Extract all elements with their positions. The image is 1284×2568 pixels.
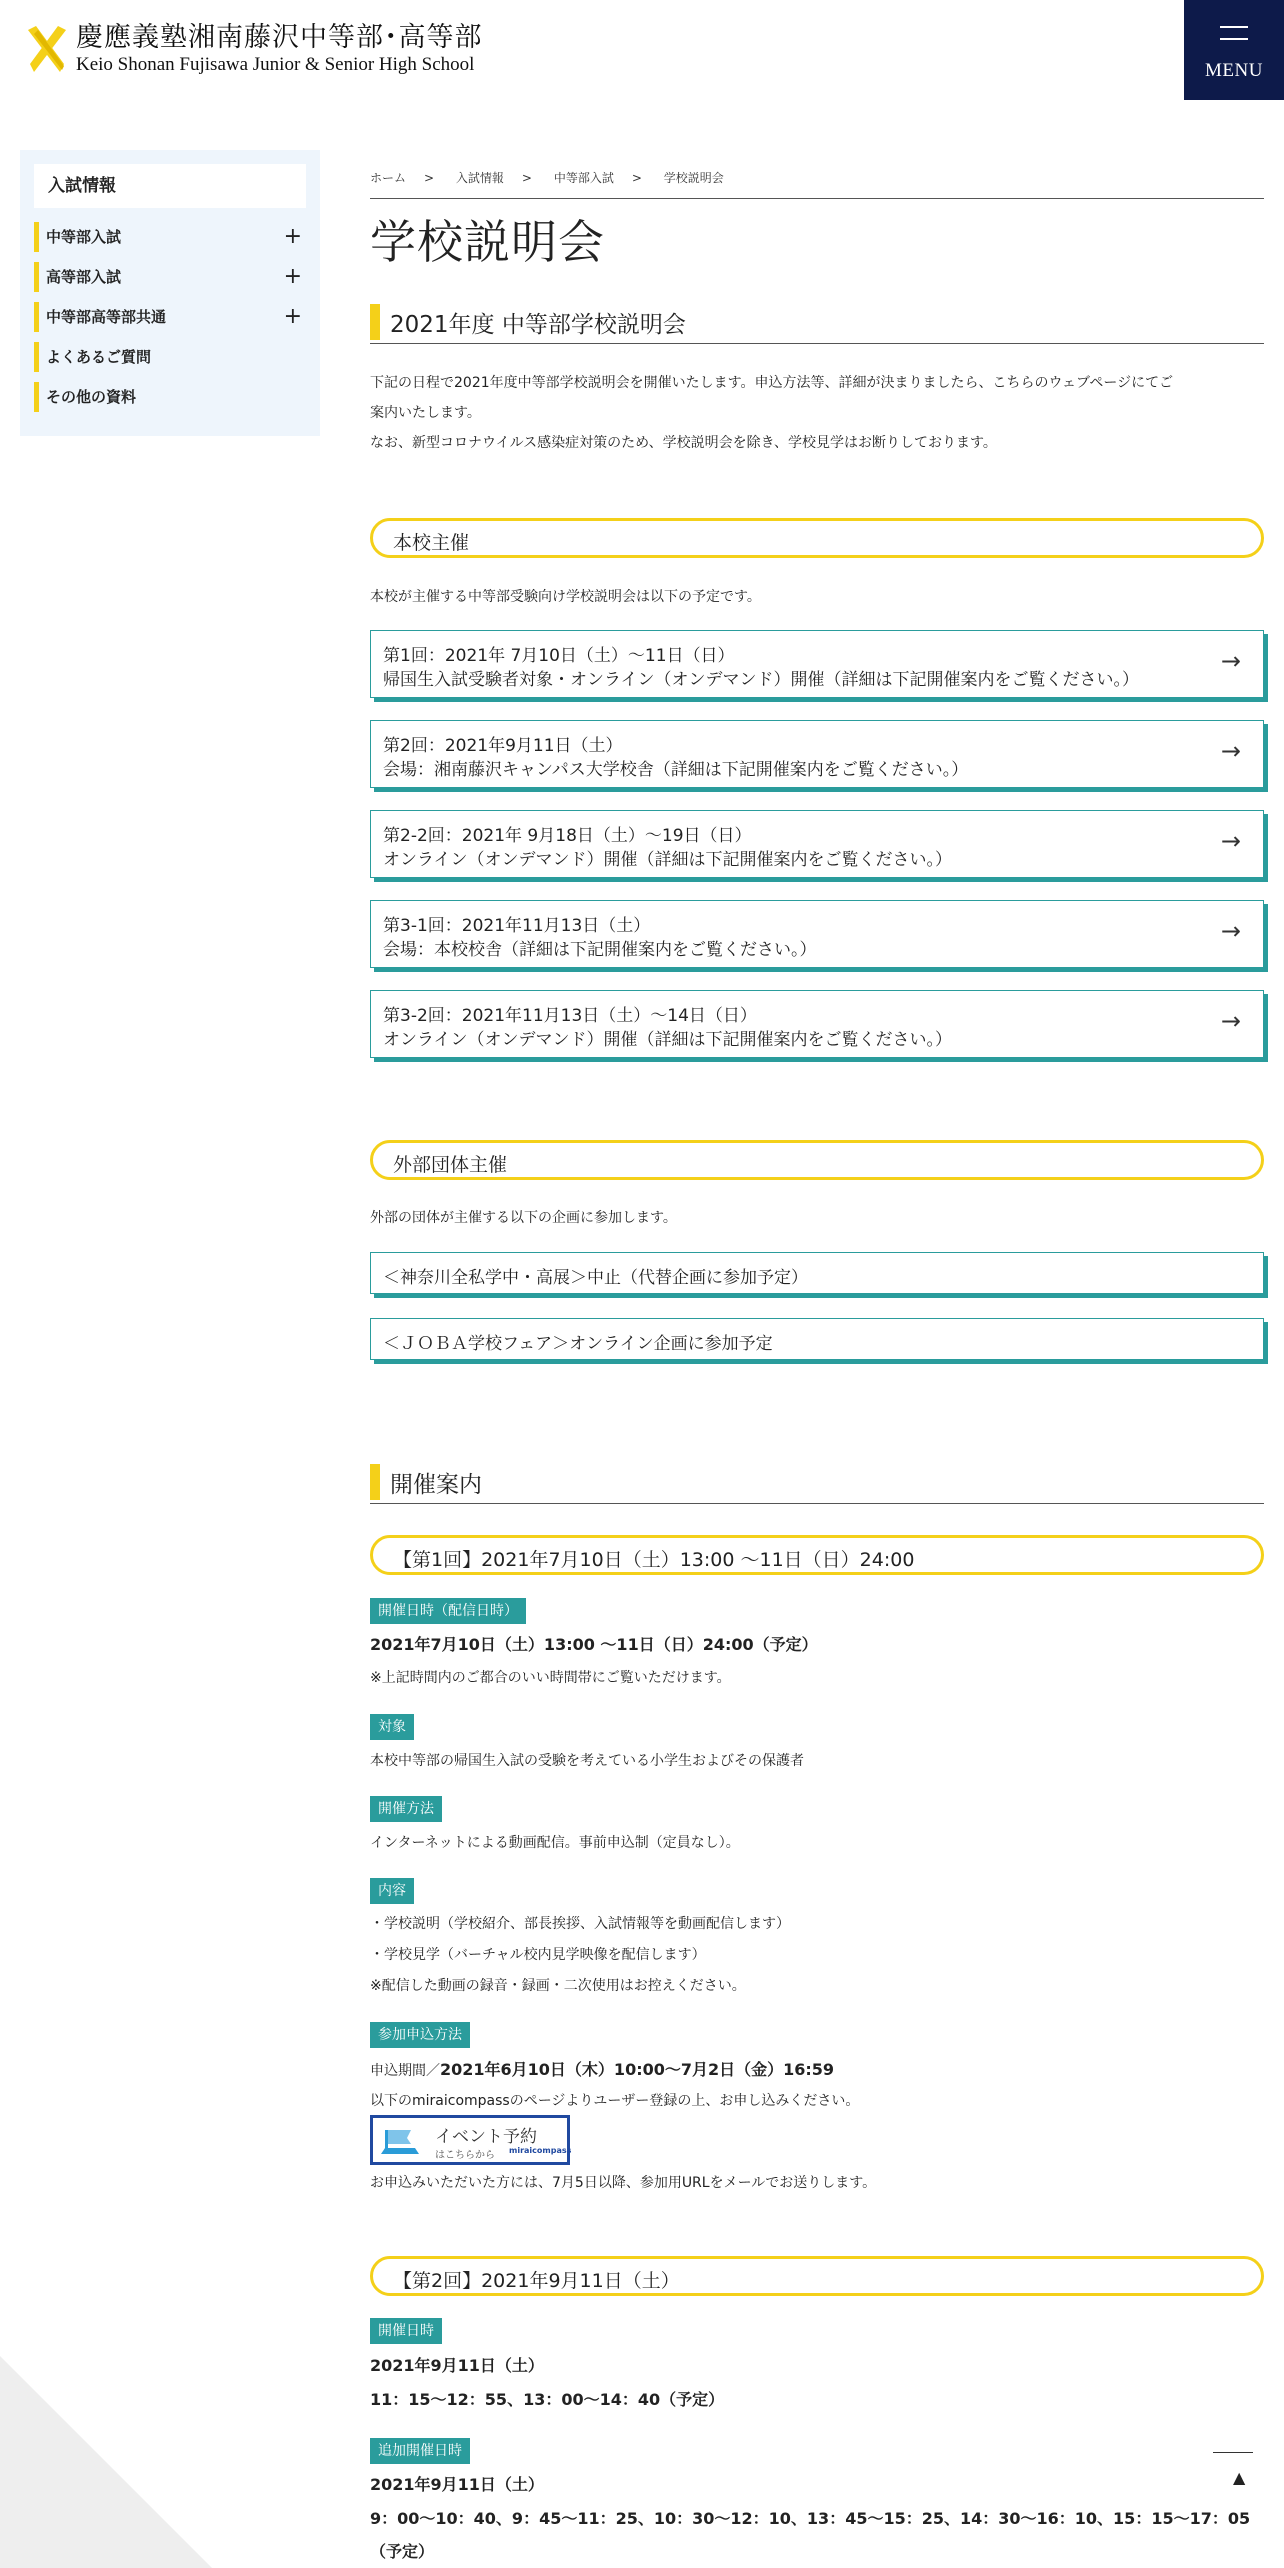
- miraicompass-logo: miraicompass: [509, 2146, 572, 2155]
- guide-heading: 開催案内: [370, 1460, 1264, 1504]
- breadcrumb-junior-exam[interactable]: 中等部入試: [553, 171, 614, 185]
- school-logo[interactable]: [24, 22, 483, 76]
- session1-target: 本校中等部の帰国生入試の受験を考えている小学生およびその保護者: [370, 1753, 804, 1769]
- external-card-kanagawa: ＜神奈川全私学中・高展＞中止（代替企画に参加予定）: [370, 1252, 1264, 1294]
- session-card-2-2[interactable]: 第2-2回：2021年 9月18日（土）～19日（日） オンライン（オンデマンド）開催（詳細は下記開催案内をご覧ください。） →: [370, 810, 1264, 878]
- extra-date-tag: 追加開催日時: [370, 2438, 470, 2464]
- page-title: 学校説明会: [370, 215, 605, 269]
- session1-label: 【第1回】2021年7月10日（土）13:00 ～11日（日）24:00: [370, 1535, 1264, 1575]
- session1-method: インターネットによる動画配信。事前申込制（定員なし）。: [370, 1835, 740, 1851]
- session1-content-3: ※配信した動画の録音・録画・二次使用はお控えください。: [370, 1978, 746, 1994]
- arrow-right-icon: →: [1220, 827, 1241, 855]
- extra-note: （予定）: [370, 2542, 435, 2561]
- school-name-jp: 慶應義塾湘南藤沢中等部･高等部: [76, 22, 483, 53]
- session-card-1[interactable]: 第1回：2021年 7月10日（土）～11日（日） 帰国生入試受験者対象・オンライン（オンデマンド）開催（詳細は下記開催案内をご覧ください。） →: [370, 630, 1264, 698]
- decorative-corner-shape: [0, 2356, 240, 2568]
- external-hosted-desc: 外部の団体が主催する以下の企画に参加します。: [370, 1210, 677, 1226]
- external-hosted-label: 外部団体主催: [370, 1140, 1264, 1180]
- sidebar-item-junior-exam[interactable]: 中等部入試 +: [34, 222, 306, 252]
- method-tag: 開催方法: [370, 1796, 442, 1822]
- session-card-2[interactable]: 第2回：2021年9月11日（土） 会場：湘南藤沢キャンパス大学校舎（詳細は下記開催案内をご覧ください。） →: [370, 720, 1264, 788]
- hamburger-icon: [1220, 26, 1248, 40]
- miraicompass-event-banner[interactable]: [370, 2115, 570, 2165]
- apply-tag: 参加申込方法: [370, 2022, 470, 2048]
- school-name-en: Keio Shonan Fujisawa Junior & Senior High School: [76, 54, 475, 75]
- breadcrumb-current: 学校説明会: [663, 171, 724, 185]
- sidebar-heading[interactable]: 入試情報: [34, 164, 306, 208]
- session1-content-1: ・学校説明（学校紹介、部長挨拶、入試情報等を動画配信します）: [370, 1916, 790, 1932]
- content-tag: 内容: [370, 1878, 414, 1904]
- triangle-up-icon: ▲: [1233, 2468, 1246, 2487]
- event-flag-icon: [381, 2126, 421, 2156]
- target-tag: 対象: [370, 1714, 414, 1740]
- sidebar-item-faq[interactable]: よくあるご質問: [34, 342, 306, 372]
- extra-times: 9：00～10：40、9：45～11：25、10：30～12：10、13：45～15：25、14：30～16：10、15：15～17：05: [370, 2509, 1251, 2528]
- session2-label: 【第2回】2021年9月11日（土）: [370, 2256, 1264, 2296]
- breadcrumb-home[interactable]: ホーム: [370, 171, 407, 185]
- breadcrumb-divider: [370, 198, 1264, 199]
- arrow-right-icon: →: [1220, 737, 1241, 765]
- breadcrumb-admissions[interactable]: 入試情報: [455, 171, 504, 185]
- session1-apply-text: 以下のmiraicompassのページよりユーザー登録の上、お申し込みください。: [370, 2093, 860, 2109]
- plus-icon[interactable]: +: [283, 224, 302, 249]
- arrow-right-icon: →: [1220, 917, 1241, 945]
- sidebar-item-senior-exam[interactable]: 高等部入試 +: [34, 262, 306, 292]
- session1-date-note: ※上記時間内のご都合のいい時間帯にご覧いただけます。: [370, 1670, 731, 1686]
- session1-date: 2021年7月10日（土）13:00 ～11日（日）24:00（予定）: [370, 1635, 818, 1654]
- date-tag: 開催日時（配信日時）: [370, 1598, 526, 1624]
- banner-subtitle: はこちらから: [435, 2150, 495, 2161]
- school-hosted-label: 本校主催: [370, 518, 1264, 558]
- arrow-right-icon: →: [1220, 1007, 1241, 1035]
- back-to-top-button[interactable]: [1213, 2452, 1253, 2492]
- arrow-right-icon: →: [1220, 647, 1241, 675]
- menu-label: MENU: [1205, 60, 1263, 81]
- session1-after-text: お申込みいただいた方には、7月5日以降、参加用URLをメールでお送りします。: [370, 2175, 877, 2191]
- breadcrumb: ホーム > 入試情報 > 中等部入試 > 学校説明会: [370, 171, 724, 185]
- sidebar-item-other-docs[interactable]: その他の資料: [34, 382, 306, 412]
- external-card-joba: ＜ＪＯＢＡ学校フェア＞オンライン企画に参加予定: [370, 1318, 1264, 1360]
- banner-title: イベント予約: [435, 2127, 537, 2147]
- school-hosted-desc: 本校が主催する中等部受験向け学校説明会は以下の予定です。: [370, 589, 761, 605]
- session-card-3-2[interactable]: 第3-2回：2021年11月13日（土）～14日（日） オンライン（オンデマンド）開催（詳細は下記開催案内をご覧ください。） →: [370, 990, 1264, 1058]
- extra-date: 2021年9月11日（土）: [370, 2475, 544, 2494]
- session2-date-tag: 開催日時: [370, 2318, 442, 2344]
- plus-icon[interactable]: +: [283, 264, 302, 289]
- session1-content-2: ・学校見学（バーチャル校内見学映像を配信します）: [370, 1947, 706, 1963]
- menu-button[interactable]: [1184, 0, 1284, 100]
- session-card-3-1[interactable]: 第3-1回：2021年11月13日（土） 会場：本校校舎（詳細は下記開催案内をご覧ください。） →: [370, 900, 1264, 968]
- site-header: [0, 0, 1284, 100]
- sidebar: [20, 150, 320, 436]
- session2-time: 11：15～12：55、13：00～14：40（予定）: [370, 2390, 725, 2409]
- plus-icon[interactable]: +: [283, 304, 302, 329]
- pen-crest-icon: [24, 24, 70, 74]
- section-heading: 2021年度 中等部学校説明会: [370, 300, 1264, 344]
- sidebar-item-common[interactable]: 中等部高等部共通 +: [34, 302, 306, 332]
- session1-apply-period: 申込期間／2021年6月10日（木）10:00～7月2日（金）16:59: [370, 2060, 835, 2079]
- intro-text: 下記の日程で2021年度中等部学校説明会を開催いたします。申込方法等、詳細が決まりましたら、こちらのウェブページにてご 案内いたします。 なお、新型コロナウイルス感染症対策のため、学校説明会を除き、学校見学はお断りしております。: [370, 375, 1174, 451]
- session2-date: 2021年9月11日（土）: [370, 2356, 544, 2375]
